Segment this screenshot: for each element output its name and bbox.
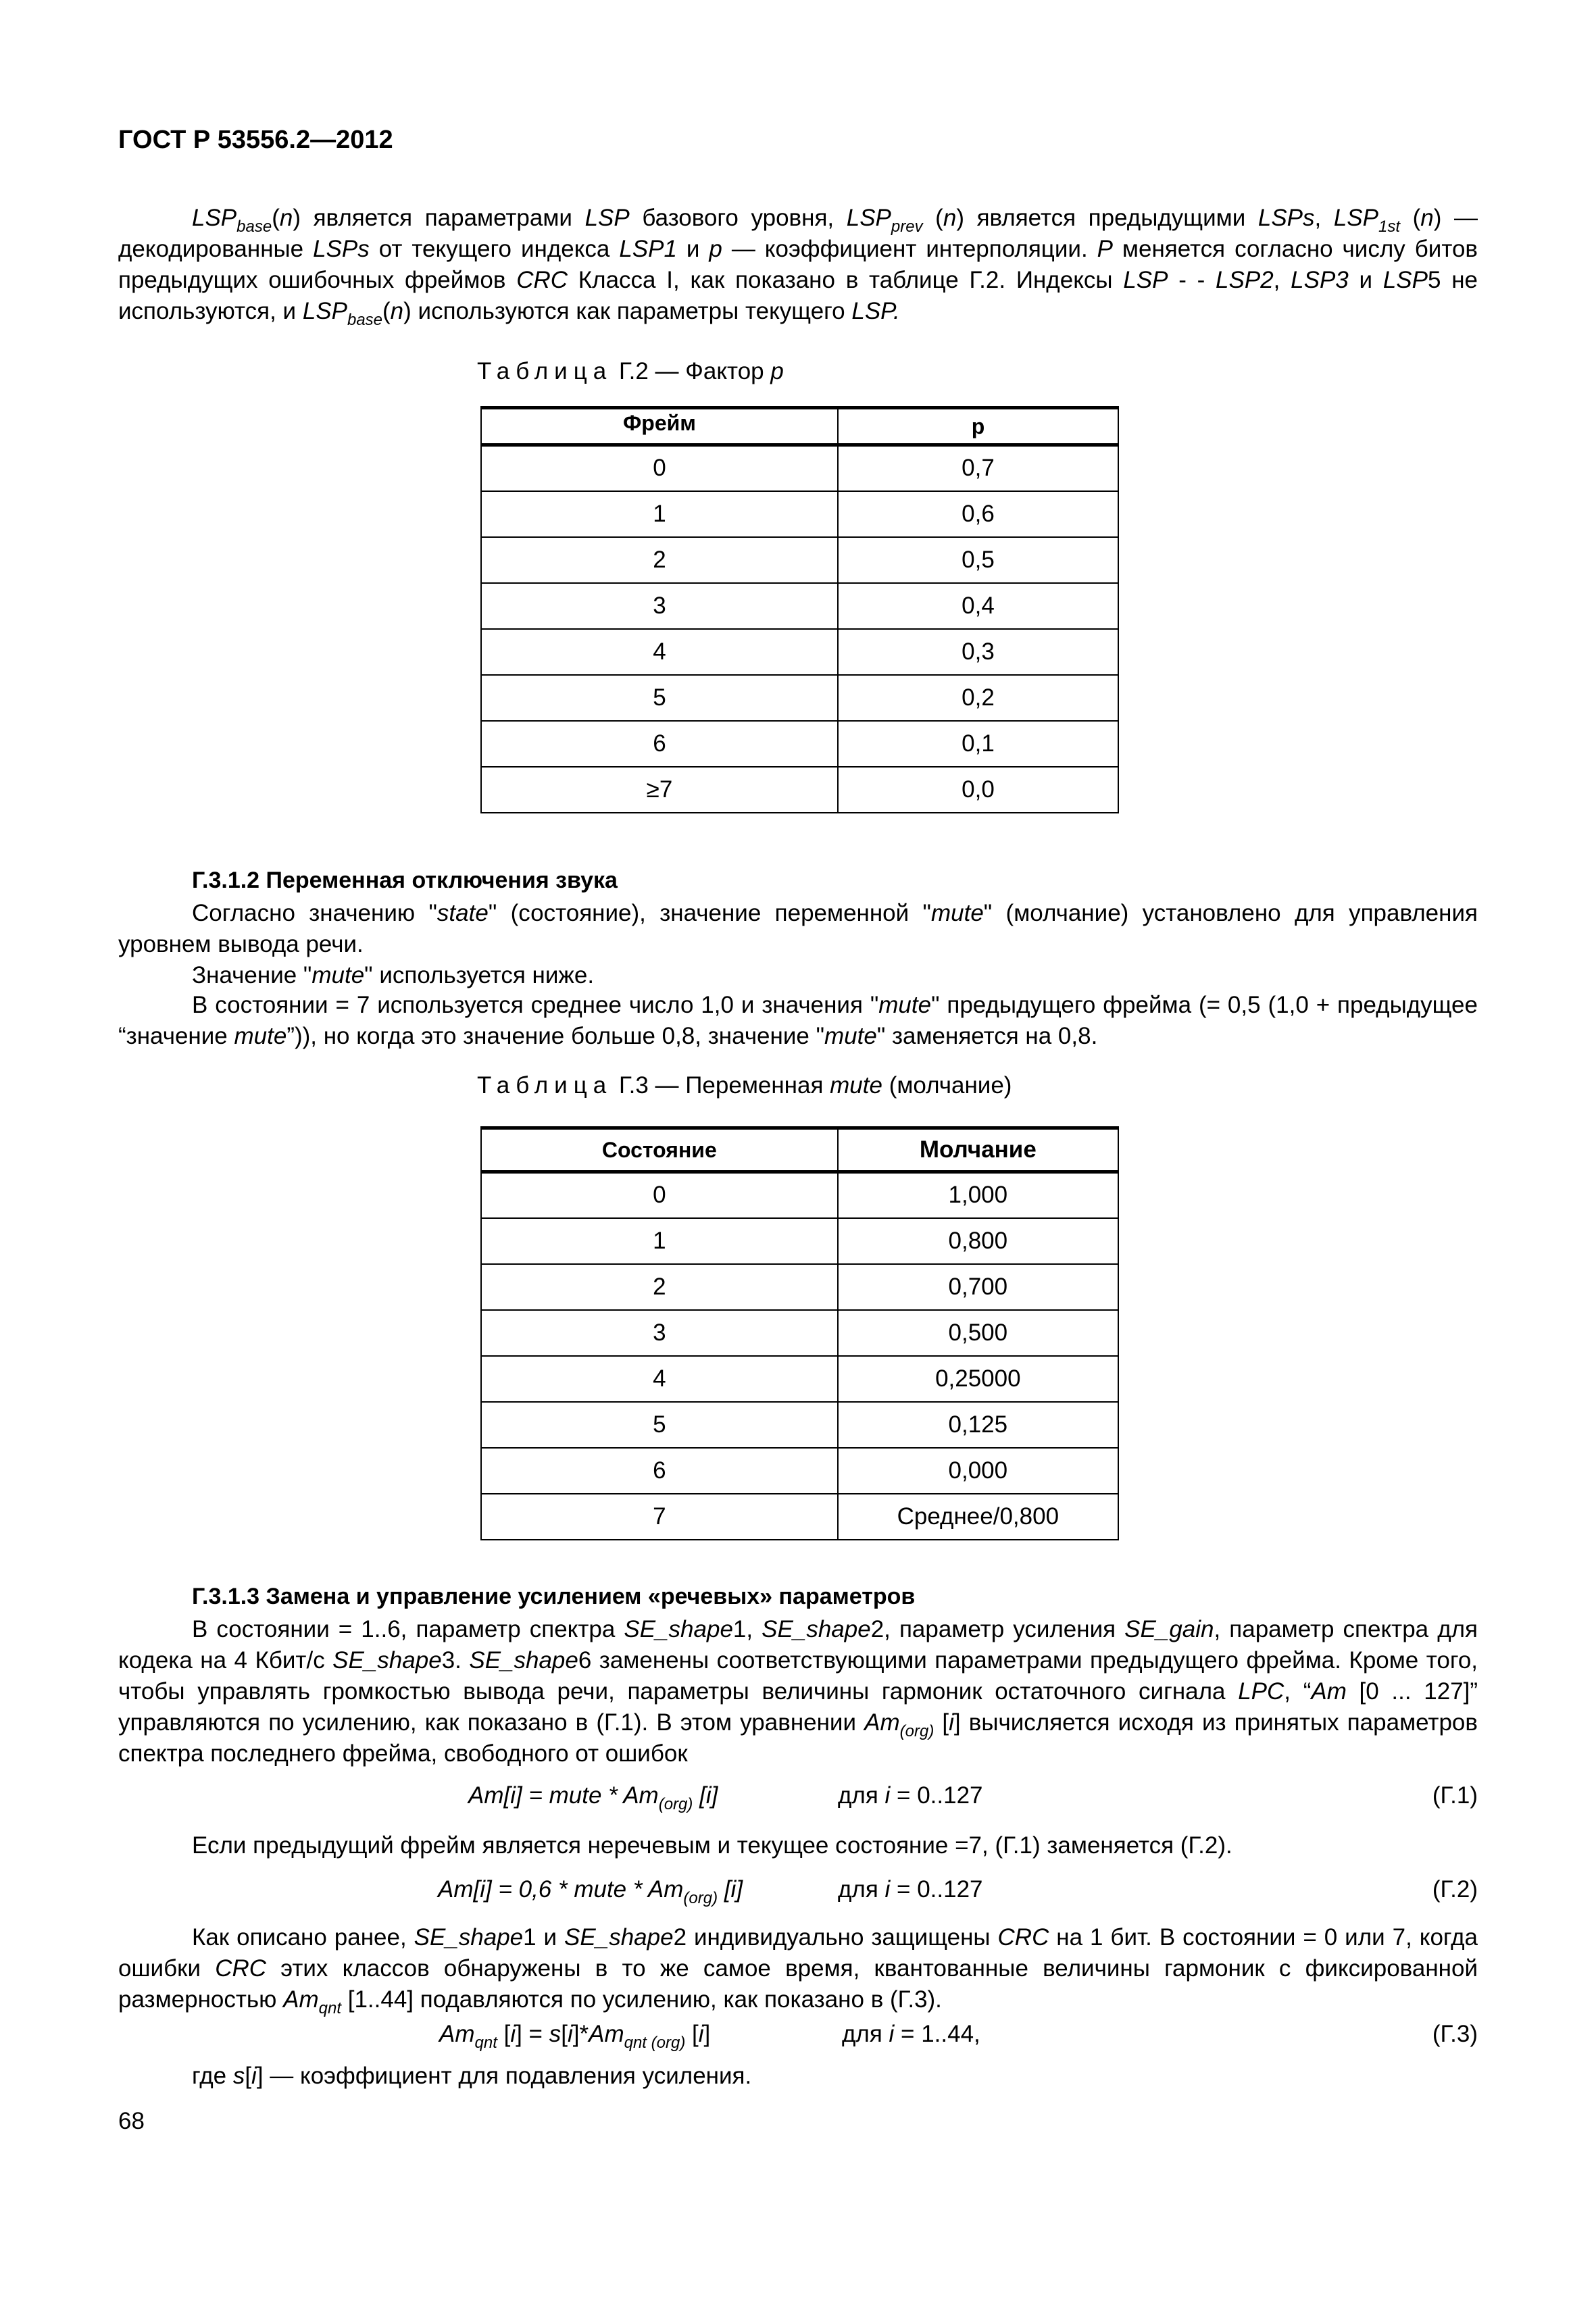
- caption-prefix: Таблица: [477, 1072, 613, 1099]
- caption-var: p: [770, 358, 784, 384]
- table-row: [481, 1356, 1118, 1402]
- paragraph-state-7: В состоянии = 7 используется среднее число 1,0 и значения "mute" предыдущего фрейма (= 0,5 (1,0 + предыдущее “значение mute”)), но когда это значение больше 0,8, значение "mute" заменяется на 0,8.: [118, 992, 1478, 1049]
- italic-term: LSP: [846, 205, 891, 231]
- subscript: (org): [658, 1795, 693, 1813]
- key-cell: ≥7: [481, 767, 838, 813]
- italic-term: SE_shape: [762, 1616, 871, 1642]
- table-row: [481, 583, 1118, 629]
- table-factor-p: [480, 406, 1119, 813]
- document-header: ГОСТ Р 53556.2—2012: [118, 126, 393, 154]
- section-heading-g313: Г.3.1.3 Замена и управление усилением «речевых» параметров: [192, 1584, 916, 1609]
- key-cell: 2: [481, 537, 838, 583]
- column-header-p: p: [838, 408, 1118, 445]
- subscript: 1st: [1378, 218, 1401, 236]
- equation-number: (Г.1): [1432, 1782, 1478, 1809]
- italic-term: state: [437, 900, 489, 926]
- italic-term: n: [943, 205, 957, 231]
- value-cell: 0,1: [838, 721, 1118, 767]
- italic-term: i: [884, 1876, 891, 1903]
- subscript: qnt: [318, 1999, 341, 2017]
- table-row: [481, 1264, 1118, 1310]
- table-g2-caption: [477, 358, 784, 385]
- italic-term: s: [232, 2063, 245, 2089]
- table-row: [481, 1448, 1118, 1494]
- value-cell: 0,700: [838, 1264, 1118, 1310]
- equation-number: (Г.2): [1432, 1876, 1478, 1903]
- value-cell: 0,2: [838, 675, 1118, 721]
- italic-term: LSP3: [1291, 267, 1349, 293]
- italic-term: mute: [311, 962, 365, 988]
- italic-term: n: [279, 205, 293, 231]
- column-header-state: Состояние: [481, 1128, 838, 1172]
- key-cell: 3: [481, 1310, 838, 1356]
- italic-term: LSPs: [313, 236, 370, 262]
- italic-term: Am: [864, 1709, 900, 1736]
- subscript: base: [236, 218, 272, 236]
- key-cell: 4: [481, 629, 838, 675]
- paragraph-mute-usage: Значение "mute" используется ниже.: [192, 962, 595, 988]
- table-mute-variable: [480, 1126, 1119, 1540]
- italic-term: SE_gain: [1124, 1616, 1214, 1642]
- equation-g1: [0, 1782, 1596, 1816]
- paragraph-gain-control: В состоянии = 1..6, параметр спектра SE_shape1, SE_shape2, параметр усиления SE_gain, параметр спектра для кодека на 4 Кбит/с SE_shape3. SE_shape6 заменены соответствующими параметрами предыдущего фрейма. Кроме того, чтобы управлять громкостью вывода речи, параметры величины гармоник остаточного сигнала LPC, “Am [0 ... 127]” управляются по усилению, как показано в (Г.1). В этом уравнении $Am_{(org)}$ [i] вычисляется исходя из принятых параметров спектра последнего фрейма, свободного от ошибок: [118, 1616, 1478, 1767]
- italic-term: [i]: [718, 1876, 743, 1903]
- equation-range: для i = 1..44,: [842, 2021, 980, 2047]
- value-cell: 1,000: [838, 1172, 1118, 1218]
- value-cell: Среднее/0,800: [838, 1494, 1118, 1540]
- table-row: [481, 675, 1118, 721]
- italic-term: mute: [234, 1023, 287, 1049]
- italic-term: i: [567, 2021, 573, 2047]
- italic-term: Am[i] = 0,6 * mute * Am: [438, 1876, 684, 1903]
- italic-term: SE_shape: [414, 1924, 524, 1951]
- caption-text: Г.3 — Переменная: [612, 1072, 830, 1099]
- section-heading-g312: Г.3.1.2 Переменная отключения звука: [192, 867, 618, 893]
- key-cell: 0: [481, 445, 838, 491]
- table-row: [481, 1494, 1118, 1540]
- italic-term: SE_shape: [624, 1616, 733, 1642]
- value-cell: 0,25000: [838, 1356, 1118, 1402]
- table-g3-caption: [477, 1072, 1012, 1099]
- caption-var: mute: [830, 1072, 882, 1099]
- italic-term: SE_shape: [564, 1924, 674, 1951]
- italic-term: n: [390, 298, 404, 324]
- table-row: [481, 629, 1118, 675]
- italic-term: Am[i] = mute * Am: [468, 1782, 659, 1809]
- italic-term: mute: [930, 900, 984, 926]
- caption-prefix: Таблица: [477, 358, 613, 384]
- value-cell: 0,0: [838, 767, 1118, 813]
- paragraph-lsp: $LSP_{base}(n)$ является параметрами LSP базового уровня, $LSP_{prev}$ (n) является предыдущими LSPs, $LSP_{1st}$ (n) — декодированные LSPs от текущего индекса LSP1 и p — коэффициент интерполяции. P меняется согласно числу битов предыдущих ошибочных фреймов CRC Класса I, как показано в таблице Г.2. Индексы LSP - - LSP2, LSP3 и LSP5 не используются, и $LSP_{base}(n)$ используются как параметры текущего LSP.: [118, 205, 1478, 329]
- key-cell: 0: [481, 1172, 838, 1218]
- table-row: [481, 721, 1118, 767]
- value-cell: 0,000: [838, 1448, 1118, 1494]
- italic-term: mute: [878, 992, 932, 1018]
- value-cell: 0,125: [838, 1402, 1118, 1448]
- italic-term: s: [549, 2021, 562, 2047]
- italic-term: i: [889, 2021, 895, 2047]
- table-row: [481, 1402, 1118, 1448]
- value-cell: 0,4: [838, 583, 1118, 629]
- italic-term: Am: [439, 2021, 475, 2047]
- italic-term: LSP: [1333, 205, 1378, 231]
- key-cell: 1: [481, 1218, 838, 1264]
- italic-term: LSP: [1382, 267, 1428, 293]
- italic-term: n: [1420, 205, 1434, 231]
- italic-term: Am: [1311, 1678, 1347, 1705]
- italic-term: i: [949, 1709, 954, 1736]
- equation-g2: [0, 1876, 1596, 1910]
- value-cell: 0,6: [838, 491, 1118, 537]
- caption-text: Г.2 — Фактор: [612, 358, 771, 384]
- paragraph-where: где s[i] — коэффициент для подавления усиления.: [192, 2063, 752, 2089]
- paragraph-state: Согласно значению "state" (состояние), значение переменной "mute" (молчание) установлено для управления уровнем вывода речи.: [118, 900, 1478, 957]
- table-row: [481, 491, 1118, 537]
- italic-term: LSPs: [1257, 205, 1315, 231]
- italic-term: CRC: [516, 267, 568, 293]
- italic-term: P: [1097, 236, 1113, 262]
- key-cell: 7: [481, 1494, 838, 1540]
- italic-term: LSP1: [619, 236, 677, 262]
- subscript: base: [347, 311, 383, 329]
- key-cell: 6: [481, 1448, 838, 1494]
- italic-term: SE_shape: [469, 1647, 578, 1674]
- table-row: [481, 1310, 1118, 1356]
- table-row: [481, 1218, 1118, 1264]
- value-cell: 0,5: [838, 537, 1118, 583]
- italic-term: LSP2: [1216, 267, 1274, 293]
- italic-term: i: [698, 2021, 704, 2047]
- italic-term: [i]: [693, 1782, 718, 1809]
- paragraph-crc: Как описано ранее, SE_shape1 и SE_shape2 индивидуально защищены CRC на 1 бит. В состоянии = 0 или 7, когда ошибки CRC этих классов обнаружены в то же самое время, квантованные величины гармоник с фиксированной размерностью $Am_{qnt}$ [1..44] подавляются по усилению, как показано в (Г.3).: [118, 1924, 1478, 2017]
- italic-term: i: [251, 2063, 257, 2089]
- key-cell: 5: [481, 1402, 838, 1448]
- table-row: [481, 537, 1118, 583]
- equation-g3: [0, 2021, 1596, 2055]
- italic-term: mute: [824, 1023, 877, 1049]
- value-cell: 0,7: [838, 445, 1118, 491]
- equation-number: (Г.3): [1432, 2021, 1478, 2047]
- equation-range: для i = 0..127: [838, 1876, 983, 1903]
- value-cell: 0,500: [838, 1310, 1118, 1356]
- equation-expression: [468, 1782, 718, 1813]
- italic-term: LSP.: [851, 298, 900, 324]
- key-cell: 6: [481, 721, 838, 767]
- equation-expression: $Am_{qnt}$ $[i] = s[i]*Am_{qnt (org)}$ [i]: [439, 2021, 711, 2052]
- italic-term: i: [510, 2021, 516, 2047]
- italic-term: LSP: [1123, 267, 1168, 293]
- italic-term: i: [884, 1782, 891, 1809]
- italic-term: Am: [589, 2021, 624, 2047]
- italic-term: LSP: [302, 298, 347, 324]
- table-row: [481, 445, 1118, 491]
- italic-term: SE_shape: [332, 1647, 442, 1674]
- italic-term: LSP: [192, 205, 237, 231]
- page-number: 68: [118, 2108, 145, 2134]
- italic-term: LSP: [584, 205, 630, 231]
- italic-term: p: [709, 236, 722, 262]
- italic-term: LPC: [1238, 1678, 1285, 1705]
- key-cell: 3: [481, 583, 838, 629]
- equation-expression: [438, 1876, 743, 1907]
- table-row: [481, 1172, 1118, 1218]
- subscript: qnt: [474, 2034, 497, 2052]
- value-cell: 0,3: [838, 629, 1118, 675]
- subscript: prev: [891, 218, 923, 236]
- paragraph-nonspeech: Если предыдущий фрейм является неречевым и текущее состояние =7, (Г.1) заменяется (Г.2).: [192, 1832, 1232, 1859]
- column-header-frame: Фрейм: [481, 408, 838, 445]
- subscript: (org): [899, 1722, 934, 1740]
- table-row: [481, 767, 1118, 813]
- subscript: qnt (org): [624, 2034, 686, 2052]
- caption-tail: (молчание): [882, 1072, 1012, 1099]
- column-header-mute: Молчание: [838, 1128, 1118, 1172]
- key-cell: 1: [481, 491, 838, 537]
- value-cell: 0,800: [838, 1218, 1118, 1264]
- subscript: (org): [683, 1889, 718, 1907]
- key-cell: 5: [481, 675, 838, 721]
- italic-term: CRC: [997, 1924, 1049, 1951]
- key-cell: 4: [481, 1356, 838, 1402]
- equation-range: для i = 0..127: [838, 1782, 983, 1809]
- italic-term: CRC: [215, 1955, 267, 1982]
- italic-term: Am: [283, 1986, 319, 2013]
- key-cell: 2: [481, 1264, 838, 1310]
